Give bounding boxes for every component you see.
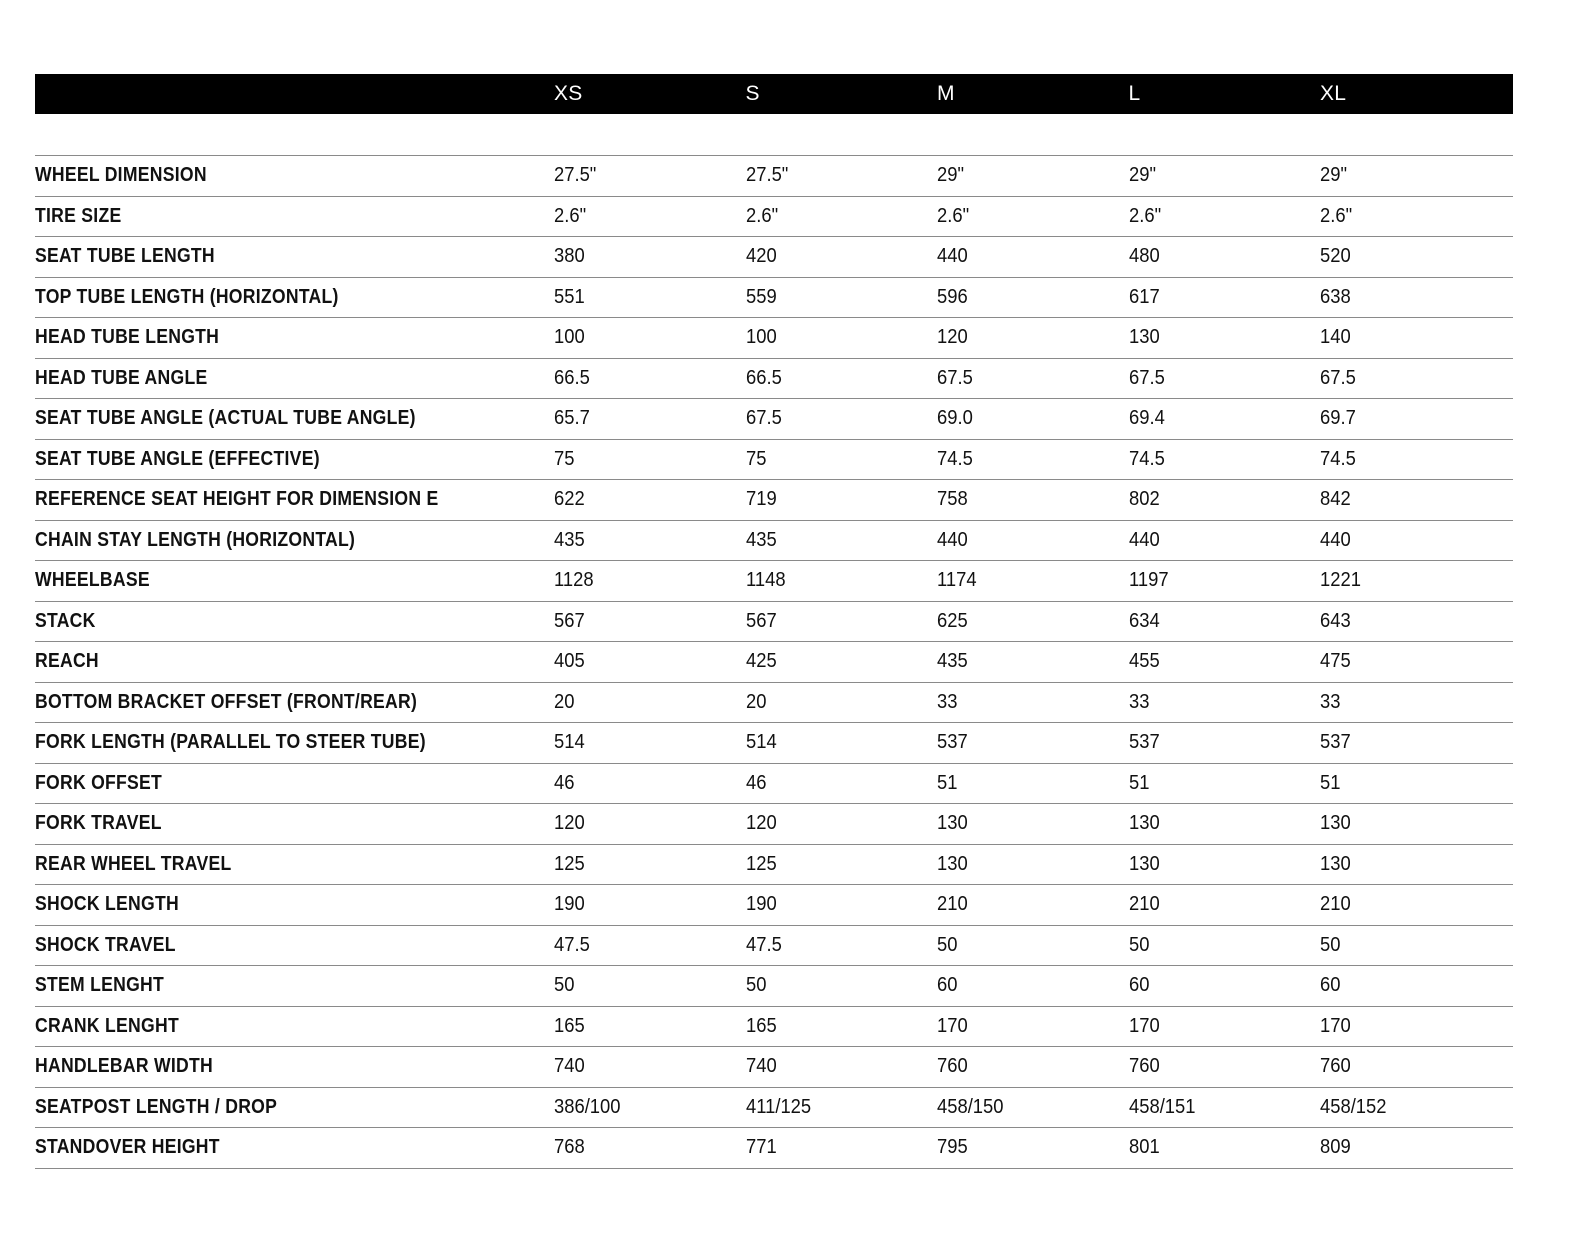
row-label: TOP TUBE LENGTH (HORIZONTAL) [35,285,339,308]
row-label: SHOCK LENGTH [35,893,179,916]
cell-l: 50 [1128,933,1149,956]
cell-xs: 768 [554,1136,585,1159]
size-header-bar [35,74,1513,114]
cell-xl: 50 [1320,933,1341,956]
row-label: HEAD TUBE LENGTH [35,326,220,349]
table-body [35,156,1513,1169]
cell-l: 480 [1128,245,1160,268]
table-row [35,1047,1513,1088]
cell-m: 51 [937,771,958,794]
cell-l: 537 [1128,731,1160,754]
cell-m: 210 [937,893,968,916]
row-label: WHEELBASE [35,569,150,592]
cell-m: 435 [937,650,968,673]
cell-m: 50 [937,933,958,956]
row-label: SHOCK TRAVEL [35,933,176,956]
cell-l: 2.6" [1128,204,1161,227]
cell-xs: 622 [554,488,585,511]
table-row [35,561,1513,602]
table-row [35,966,1513,1007]
row-label: STACK [35,609,96,632]
cell-s: 67.5 [745,407,782,430]
cell-s: 771 [745,1136,777,1159]
cell-s: 1148 [745,569,786,592]
cell-xl: 458/152 [1320,1095,1387,1118]
size-header-xl: XL [1320,82,1347,105]
cell-xs: 46 [554,771,575,794]
cell-m: 170 [937,1014,968,1037]
cell-l: 29" [1128,164,1156,187]
cell-s: 420 [745,245,777,268]
cell-s: 190 [745,893,777,916]
cell-m: 596 [937,285,968,308]
cell-xs: 740 [554,1055,585,1078]
cell-m: 2.6" [937,204,970,227]
cell-l: 455 [1128,650,1160,673]
table-row [35,926,1513,967]
cell-xs: 65.7 [554,407,590,430]
cell-l: 130 [1128,326,1160,349]
cell-xs: 66.5 [554,366,590,389]
cell-l: 130 [1128,852,1160,875]
cell-xs: 514 [554,731,585,754]
cell-l: 458/151 [1128,1095,1196,1118]
cell-m: 760 [937,1055,968,1078]
cell-l: 170 [1128,1014,1160,1037]
cell-m: 758 [937,488,968,511]
cell-m: 60 [937,974,958,997]
row-label: SEAT TUBE LENGTH [35,245,215,268]
row-label: REAR WHEEL TRAVEL [35,852,232,875]
cell-l: 760 [1128,1055,1160,1078]
cell-l: 130 [1128,812,1160,835]
row-label: SEAT TUBE ANGLE (ACTUAL TUBE ANGLE) [35,407,416,430]
cell-xl: 29" [1320,164,1348,187]
cell-s: 165 [745,1014,777,1037]
size-header-s: S [745,82,760,105]
cell-xl: 760 [1320,1055,1351,1078]
row-label: BOTTOM BRACKET OFFSET (FRONT/REAR) [35,690,418,713]
table-row [35,156,1513,197]
cell-l: 801 [1128,1136,1160,1159]
row-label: CHAIN STAY LENGTH (HORIZONTAL) [35,528,356,551]
cell-s: 75 [745,447,766,470]
cell-xl: 643 [1320,609,1351,632]
table-row [35,480,1513,521]
cell-xl: 809 [1320,1136,1351,1159]
cell-xl: 33 [1320,690,1341,713]
cell-l: 67.5 [1128,366,1165,389]
cell-xl: 475 [1320,650,1351,673]
row-label: REACH [35,650,99,673]
cell-l: 74.5 [1128,447,1165,470]
cell-xl: 69.7 [1320,407,1356,430]
cell-m: 130 [937,852,968,875]
row-label: SEAT TUBE ANGLE (EFFECTIVE) [35,447,320,470]
cell-xs: 190 [554,893,585,916]
table-row [35,440,1513,481]
cell-m: 120 [937,326,968,349]
cell-xs: 20 [554,690,575,713]
table-row [35,197,1513,238]
cell-xs: 125 [554,852,585,875]
cell-s: 20 [745,690,766,713]
cell-s: 411/125 [745,1095,811,1118]
cell-m: 625 [937,609,968,632]
row-label: CRANK LENGHT [35,1014,179,1037]
cell-xs: 380 [554,245,585,268]
cell-s: 435 [745,528,777,551]
cell-s: 50 [745,974,766,997]
table-row [35,642,1513,683]
cell-m: 440 [937,245,968,268]
table-row [35,602,1513,643]
cell-xl: 537 [1320,731,1351,754]
cell-m: 29" [937,164,965,187]
cell-s: 559 [745,285,777,308]
table-row [35,764,1513,805]
row-label: HEAD TUBE ANGLE [35,366,208,389]
table-row [35,521,1513,562]
cell-xl: 842 [1320,488,1351,511]
cell-s: 100 [745,326,777,349]
table-row [35,278,1513,319]
cell-xl: 67.5 [1320,366,1356,389]
cell-xs: 2.6" [554,204,587,227]
cell-s: 514 [745,731,777,754]
cell-xl: 210 [1320,893,1351,916]
table-row [35,1128,1513,1169]
row-label: STANDOVER HEIGHT [35,1136,220,1159]
row-label: FORK LENGTH (PARALLEL TO STEER TUBE) [35,731,426,754]
cell-xl: 130 [1320,852,1351,875]
cell-m: 795 [937,1136,968,1159]
cell-s: 425 [745,650,777,673]
cell-xl: 74.5 [1320,447,1356,470]
cell-xl: 51 [1320,771,1341,794]
cell-m: 67.5 [937,366,973,389]
row-label: FORK TRAVEL [35,812,162,835]
cell-xs: 1128 [554,569,594,592]
table-row [35,683,1513,724]
cell-xs: 47.5 [554,933,590,956]
row-label: HANDLEBAR WIDTH [35,1055,213,1078]
cell-m: 458/150 [937,1095,1004,1118]
cell-m: 130 [937,812,968,835]
cell-xs: 27.5" [554,164,597,187]
cell-xs: 75 [554,447,575,470]
cell-s: 719 [745,488,777,511]
row-label: REFERENCE SEAT HEIGHT FOR DIMENSION E [35,488,439,511]
cell-l: 60 [1128,974,1149,997]
cell-m: 33 [937,690,958,713]
cell-xl: 60 [1320,974,1341,997]
size-header-l: L [1128,82,1141,105]
table-row [35,885,1513,926]
cell-xs: 551 [554,285,585,308]
table-row [35,1007,1513,1048]
table-row [35,845,1513,886]
table-row [35,237,1513,278]
cell-s: 46 [745,771,766,794]
table-row [35,1088,1513,1129]
header-gap [35,114,1513,156]
size-header-m: M [937,82,955,105]
table-row [35,399,1513,440]
cell-s: 66.5 [745,366,782,389]
table-row [35,723,1513,764]
table-row [35,804,1513,845]
table-row [35,318,1513,359]
row-label: STEM LENGHT [35,974,165,997]
row-label: WHEEL DIMENSION [35,164,207,187]
cell-l: 69.4 [1128,407,1165,430]
table-row [35,359,1513,400]
cell-l: 634 [1128,609,1160,632]
cell-xl: 520 [1320,245,1351,268]
cell-s: 567 [745,609,777,632]
cell-xs: 435 [554,528,585,551]
cell-s: 740 [745,1055,777,1078]
cell-l: 33 [1128,690,1149,713]
row-label: TIRE SIZE [35,204,122,227]
cell-s: 27.5" [745,164,788,187]
cell-xs: 50 [554,974,575,997]
cell-xl: 638 [1320,285,1351,308]
row-label: SEATPOST LENGTH / DROP [35,1095,278,1118]
cell-xl: 1221 [1320,569,1361,592]
cell-m: 440 [937,528,968,551]
cell-l: 1197 [1128,569,1169,592]
cell-xl: 2.6" [1320,204,1353,227]
cell-l: 802 [1128,488,1160,511]
cell-l: 210 [1128,893,1160,916]
cell-xl: 170 [1320,1014,1351,1037]
geometry-table [35,74,1513,1169]
cell-s: 125 [745,852,777,875]
cell-m: 74.5 [937,447,973,470]
cell-xl: 140 [1320,326,1351,349]
cell-m: 69.0 [937,407,973,430]
cell-m: 537 [937,731,968,754]
cell-m: 1174 [937,569,977,592]
size-header-xs: XS [554,82,583,105]
cell-xl: 440 [1320,528,1351,551]
cell-l: 51 [1128,771,1149,794]
cell-l: 440 [1128,528,1160,551]
cell-xs: 100 [554,326,585,349]
cell-s: 2.6" [745,204,778,227]
cell-s: 120 [745,812,777,835]
cell-xs: 120 [554,812,585,835]
cell-s: 47.5 [745,933,782,956]
cell-xs: 405 [554,650,585,673]
cell-l: 617 [1128,285,1160,308]
cell-xl: 130 [1320,812,1351,835]
cell-xs: 165 [554,1014,585,1037]
cell-xs: 386/100 [554,1095,621,1118]
cell-xs: 567 [554,609,585,632]
row-label: FORK OFFSET [35,771,163,794]
